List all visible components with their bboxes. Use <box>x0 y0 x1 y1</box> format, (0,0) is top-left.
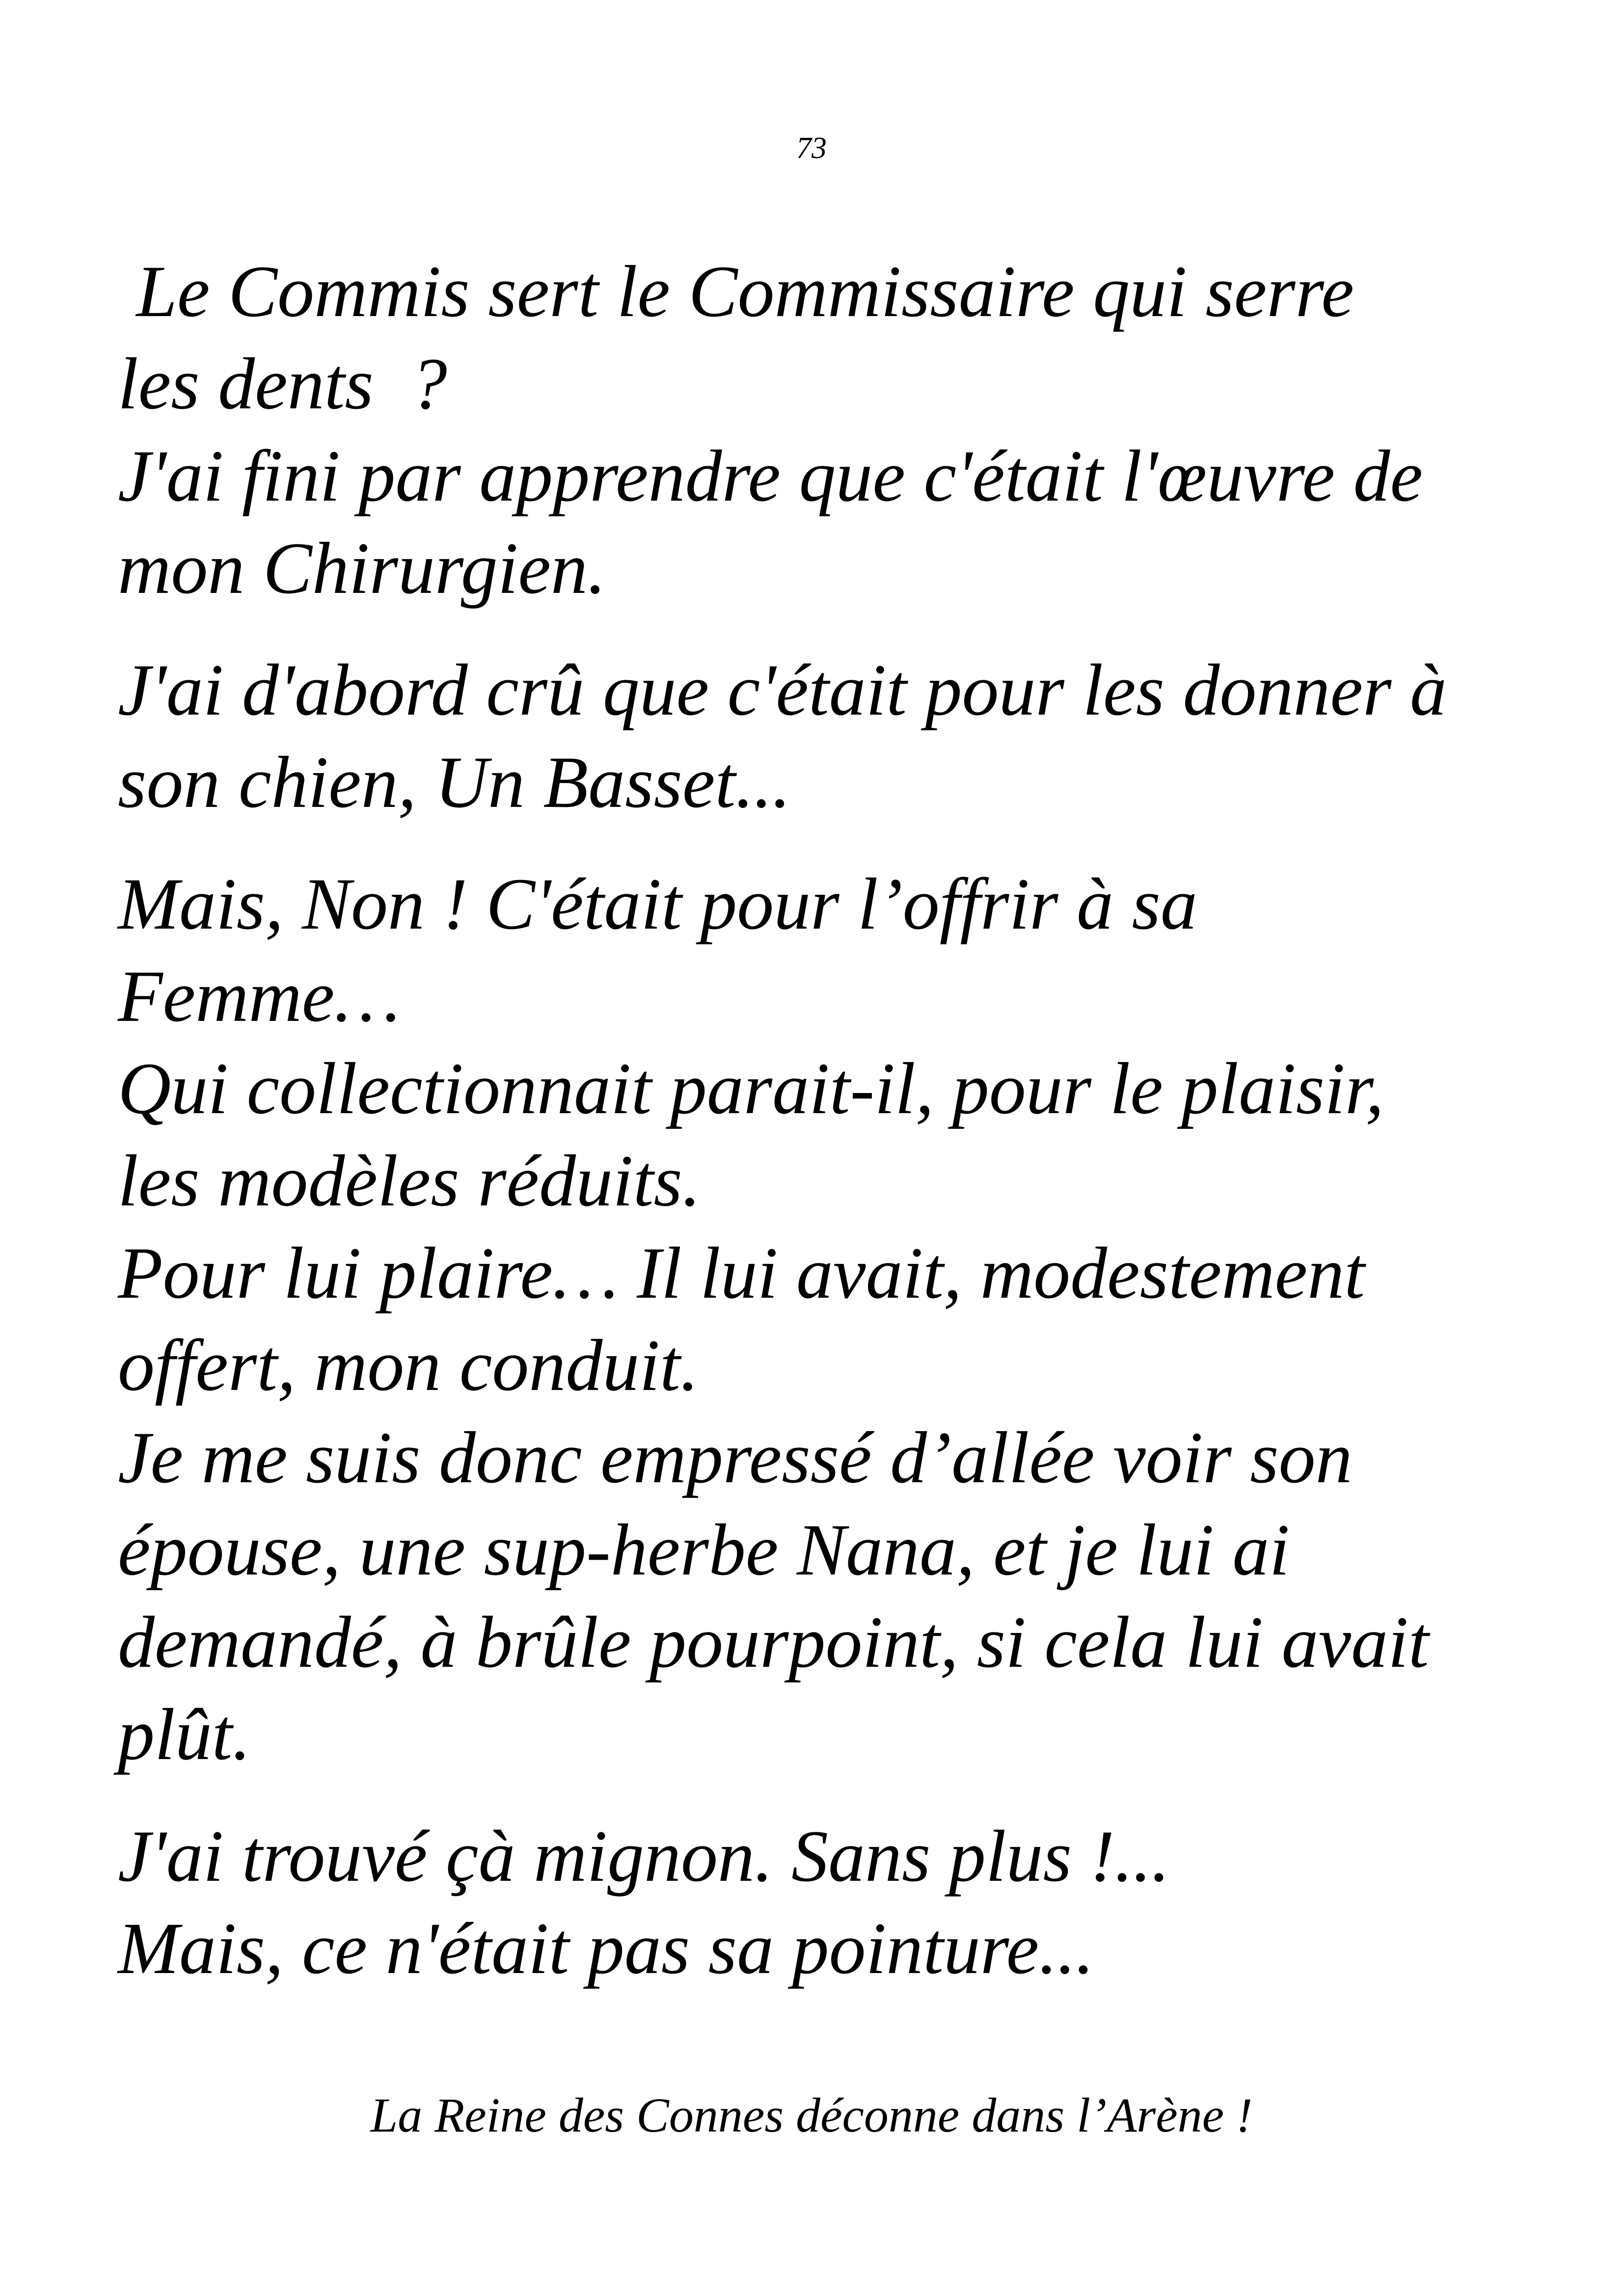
text-line: J'ai fini par apprendre que c'était l'œuvre de <box>118 435 1423 517</box>
paragraph <box>118 858 1542 1781</box>
text-line: les dents ? <box>118 343 447 425</box>
text-line: Mais, ce n'était pas sa pointure... <box>118 1908 1094 1989</box>
text-line: plût. <box>118 1694 251 1775</box>
paragraph <box>118 1810 1542 1995</box>
text-line: son chien, Un Basset... <box>118 742 791 823</box>
text-line: demandé, à brûle pourpoint, si cela lui avait <box>118 1602 1429 1683</box>
text-line: J'ai trouvé çà mignon. Sans plus !... <box>118 1815 1170 1897</box>
text-line: Je me suis donc empressé d’allée voir son <box>118 1417 1352 1498</box>
text-line: Le Commis sert le Commissaire qui serre <box>118 251 1354 332</box>
page-number: 73 <box>796 132 827 165</box>
text-line: Mais, Non ! C'était pour l’offrir à sa <box>118 863 1197 945</box>
paragraph <box>118 245 1542 614</box>
text-line: épouse, une sup-herbe Nana, et je lui ai <box>118 1509 1290 1591</box>
text-line: Femme… <box>118 956 400 1037</box>
text-line: mon Chirurgien. <box>118 528 606 609</box>
footer-book-title: La Reine des Connes déconne dans l’Arène ! <box>370 2088 1253 2142</box>
text-line: les modèles réduits. <box>118 1140 701 1222</box>
text-line: J'ai d'abord crû que c'était pour les donner à <box>118 649 1447 731</box>
paragraph <box>118 644 1542 828</box>
text-line: Pour lui plaire… Il lui avait, modestement <box>118 1232 1365 1314</box>
body-text <box>118 245 1542 1995</box>
text-line: offert, mon conduit. <box>118 1325 699 1406</box>
text-line: Qui collectionnait parait-il, pour le plaisir, <box>118 1048 1384 1129</box>
